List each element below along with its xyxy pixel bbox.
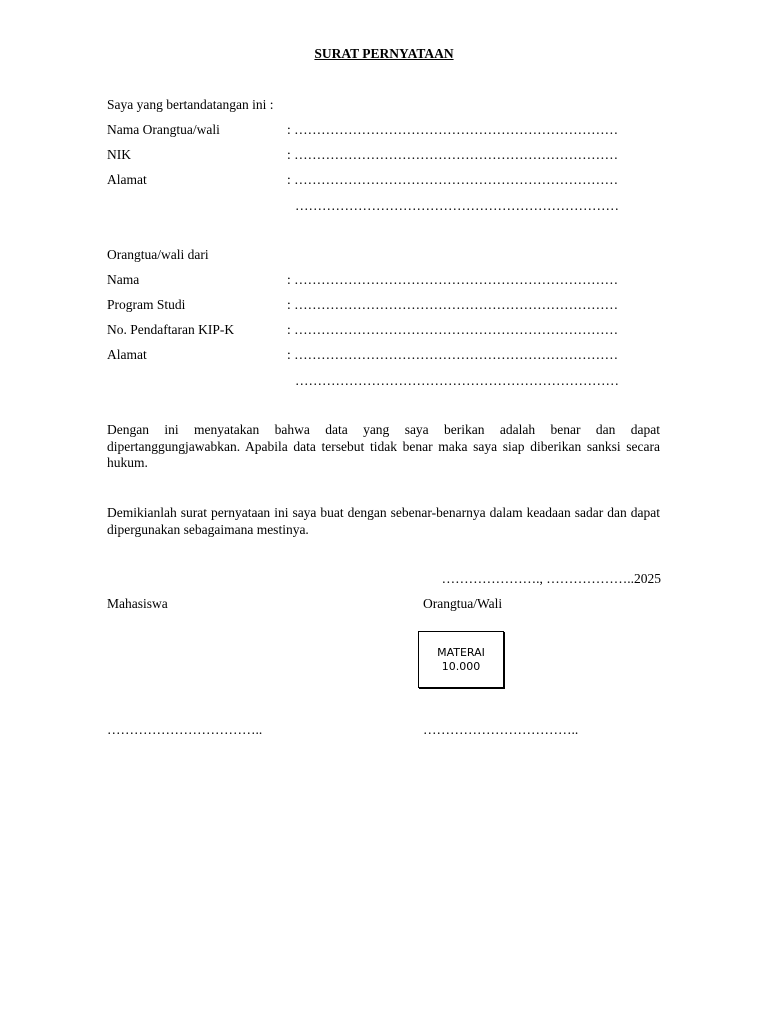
student-name-label: Nama [107,272,140,287]
document-title: SURAT PERNYATAAN [314,46,454,61]
guardian-address-field: : ……………………………………………………………… [287,172,619,187]
student-signature-label: Mahasiswa [107,596,168,611]
study-program-label: Program Studi [107,297,186,312]
guardian-name-field: : ……………………………………………………………… [287,122,619,137]
stamp-duty-box [418,631,504,688]
intro-text: Saya yang bertandatangan ini : [107,97,274,112]
guardian-address-label: Alamat [107,172,147,187]
guardian-signature-line: …………………………….. [423,722,579,737]
study-program-field: : ……………………………………………………………… [287,297,619,312]
student-signature-line: …………………………….. [107,722,263,737]
guardian-nik-label: NIK [107,147,131,162]
student-intro-text: Orangtua/wali dari [107,247,209,262]
guardian-address-continuation: ……………………………………………………………… [295,198,619,213]
guardian-signature-label: Orangtua/Wali [423,596,503,611]
place-date-line: …………………., ………………..2025 [441,571,661,586]
closing-paragraph: Demikianlah surat pernyataan ini saya buat dengan sebenar-benarnya dalam keadaan sadar dan dapat dipergunakan sebagaimana mestinya. [107,505,660,537]
stamp-value: 10.000 [441,659,481,673]
registration-number-label: No. Pendaftaran KIP-K [107,322,235,337]
student-address-label: Alamat [107,347,147,362]
declaration-paragraph: Dengan ini menyatakan bahwa data yang saya berikan adalah benar dan dapat dipertanggungjawabkan. Apabila data tersebut tidak benar maka saya siap diberikan sanksi secara hukum. [107,422,660,470]
student-name-field: : ……………………………………………………………… [287,272,619,287]
guardian-nik-field: : ……………………………………………………………… [287,147,619,162]
student-address-field: : ……………………………………………………………… [287,347,619,362]
guardian-name-label: Nama Orangtua/wali [107,122,220,137]
stamp-label: MATERAI [437,645,485,659]
registration-number-field: : ……………………………………………………………… [287,322,619,337]
student-address-continuation: ……………………………………………………………… [295,373,619,388]
